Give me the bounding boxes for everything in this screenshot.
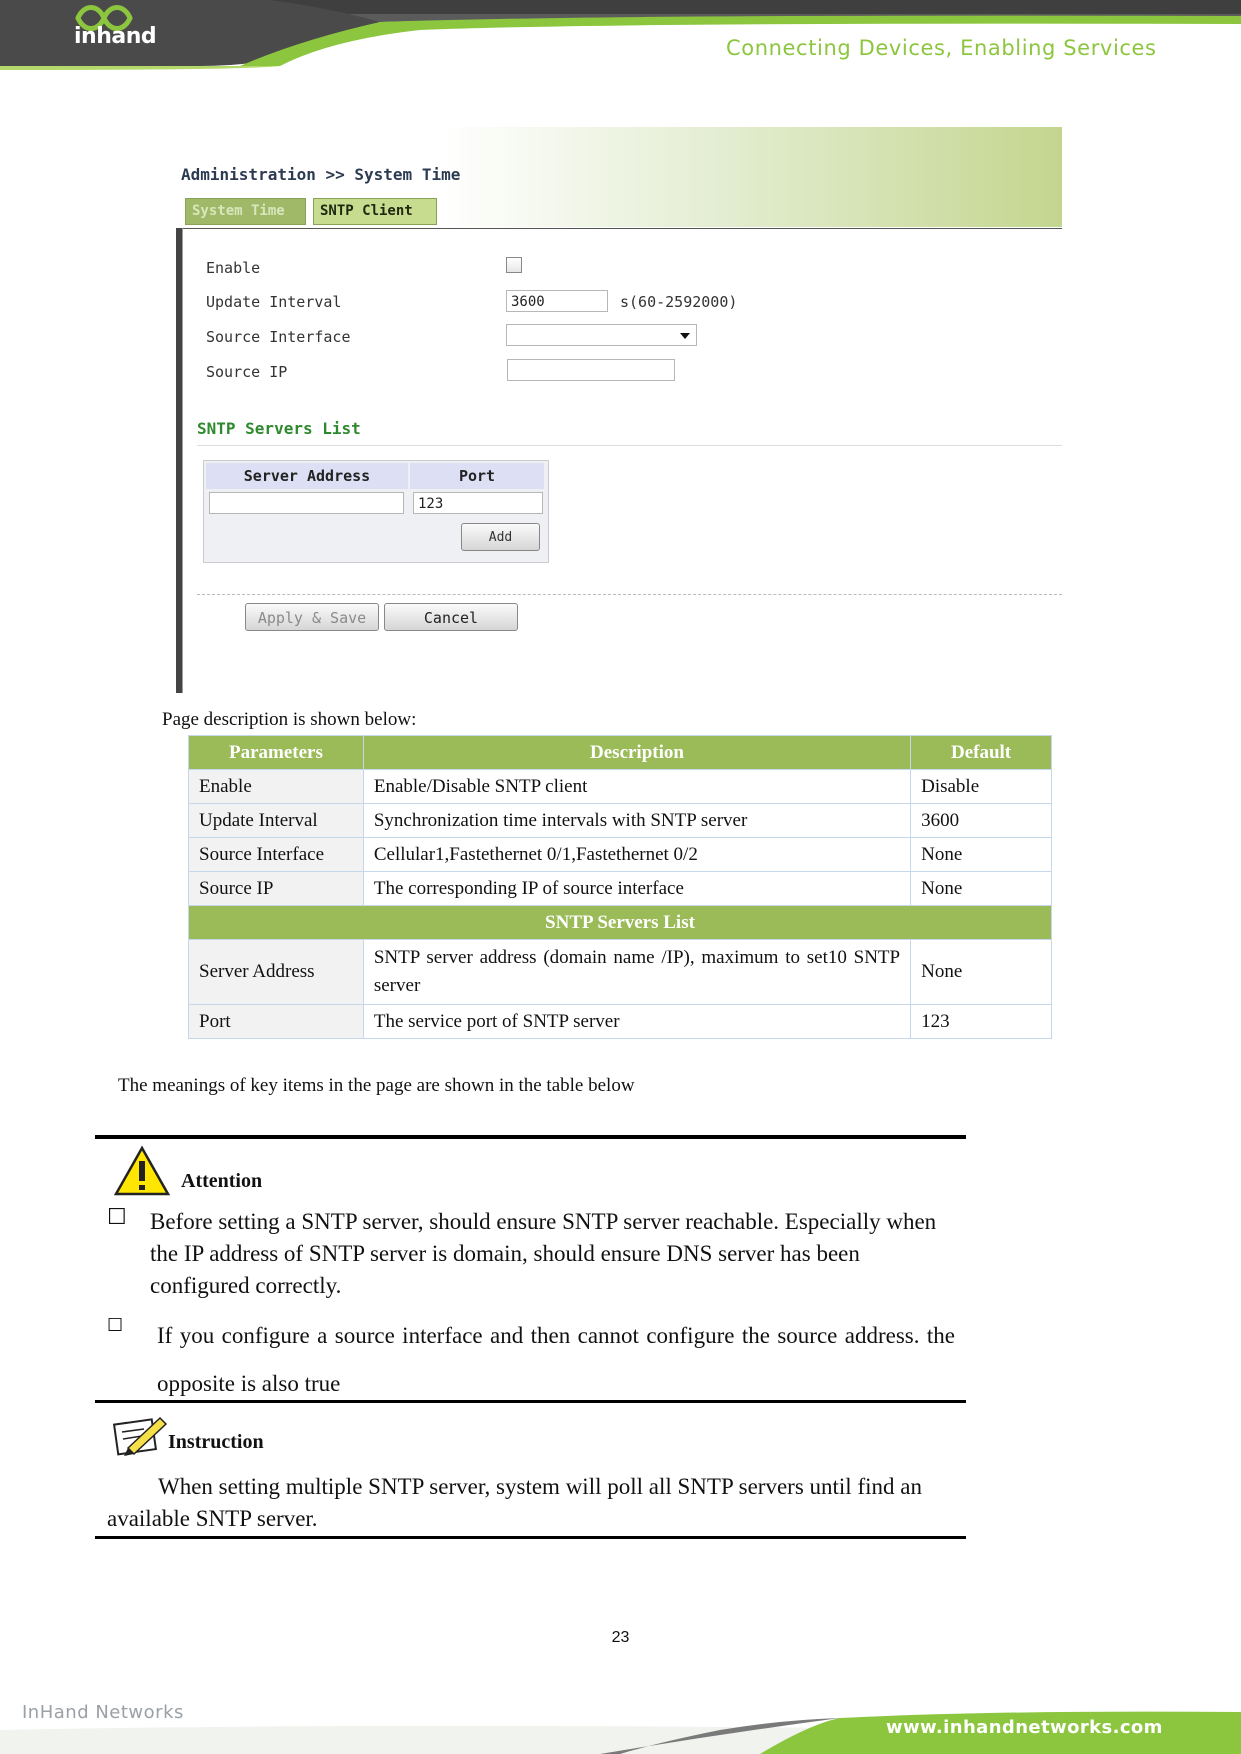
section-cell: SNTP Servers List [189,906,1052,940]
table-header-row [189,736,1052,770]
col-parameters: Parameters [189,736,364,770]
table-row [189,1005,1052,1039]
section-divider [197,445,1062,446]
desc-cell: The service port of SNTP server [363,1005,910,1039]
table-row [189,804,1052,838]
source-interface-select[interactable] [506,324,697,346]
update-interval-label: Update Interval [206,293,342,311]
param-cell: Enable [189,770,364,804]
table-section-row [189,906,1052,940]
server-address-input[interactable] [209,492,404,514]
dashed-divider [197,594,1062,595]
update-interval-input[interactable]: 3600 [506,290,608,312]
default-cell: None [911,872,1052,906]
attention-top-rule [95,1135,966,1139]
warning-icon [114,1145,170,1197]
desc-cell: SNTP server address (domain name /IP), maximum to set10 SNTP server [363,940,910,1005]
intro-text: Page description is shown below: [162,709,417,730]
default-cell: None [911,838,1052,872]
bullet-box-icon: ☐ [107,1205,127,1230]
breadcrumb: Administration >> System Time [181,165,461,184]
table-row [189,872,1052,906]
footer-website[interactable]: www.inhandnetworks.com [886,1717,1163,1738]
desc-cell: Cellular1,Fastethernet 0/1,Fastethernet 0/2 [363,838,910,872]
instruction-text: When setting multiple SNTP server, system will poll all SNTP servers until find an available SNTP server. [107,1474,922,1531]
page-header [0,0,1241,70]
enable-label: Enable [206,259,261,277]
sntp-client-screenshot [176,127,1062,693]
apply-save-button[interactable]: Apply & Save [245,603,379,631]
dropdown-arrow-icon [680,333,690,339]
attention-title: Attention [181,1170,263,1192]
table-row [189,770,1052,804]
desc-cell: The corresponding IP of source interface [363,872,910,906]
key-items-text: The meanings of key items in the page are shown in the table below [118,1075,635,1096]
parameter-table [188,735,1052,1039]
cancel-button[interactable]: Cancel [384,603,518,631]
param-cell: Port [189,1005,364,1039]
col-description: Description [363,736,910,770]
frame-left-border [176,228,183,693]
table-row [189,940,1052,1005]
param-cell: Source Interface [189,838,364,872]
page-footer [0,1690,1241,1754]
add-button[interactable]: Add [461,523,540,551]
page-number: 23 [611,1629,630,1646]
tab-sntp-client[interactable]: SNTP Client [313,198,437,225]
attention-item-1: Before setting a SNTP server, should ensure SNTP server reachable. Especially when the IP address of SNTP server is domain, should ensure DNS server has been configured correctly. [150,1209,937,1298]
default-cell: 123 [911,1005,1052,1039]
default-cell: None [911,940,1052,1005]
attention-item-2: If you configure a source interface and then cannot configure the source address. the opposite is also true [157,1323,955,1396]
param-cell: Update Interval [189,804,364,838]
source-ip-input[interactable] [507,359,675,381]
col-default: Default [911,736,1052,770]
default-cell: 3600 [911,804,1052,838]
attention-bottom-rule [95,1400,966,1403]
update-interval-unit: s(60-2592000) [620,293,738,311]
port-header: Port [410,463,544,489]
enable-checkbox[interactable] [506,257,522,273]
param-cell: Source IP [189,872,364,906]
footer-brand: InHand Networks [22,1702,184,1723]
header-slogan: Connecting Devices, Enabling Services [726,36,1157,60]
server-address-header: Server Address [206,463,408,489]
instruction-bottom-rule [95,1536,966,1539]
bullet-box-icon: ☐ [107,1315,124,1336]
pencil-note-icon [112,1414,168,1460]
instruction-title: Instruction [168,1431,264,1453]
frame-divider [181,228,1062,229]
default-cell: Disable [911,770,1052,804]
source-interface-label: Source Interface [206,328,351,346]
desc-cell: Enable/Disable SNTP client [363,770,910,804]
port-input[interactable]: 123 [413,492,543,514]
table-row [189,838,1052,872]
source-ip-label: Source IP [206,363,288,381]
sntp-servers-table [203,460,549,563]
sntp-servers-title: SNTP Servers List [197,419,361,438]
param-cell: Server Address [189,940,364,1005]
tab-system-time[interactable]: System Time [185,198,306,225]
logo-text: inhand [74,24,157,49]
desc-cell: Synchronization time intervals with SNTP server [363,804,910,838]
